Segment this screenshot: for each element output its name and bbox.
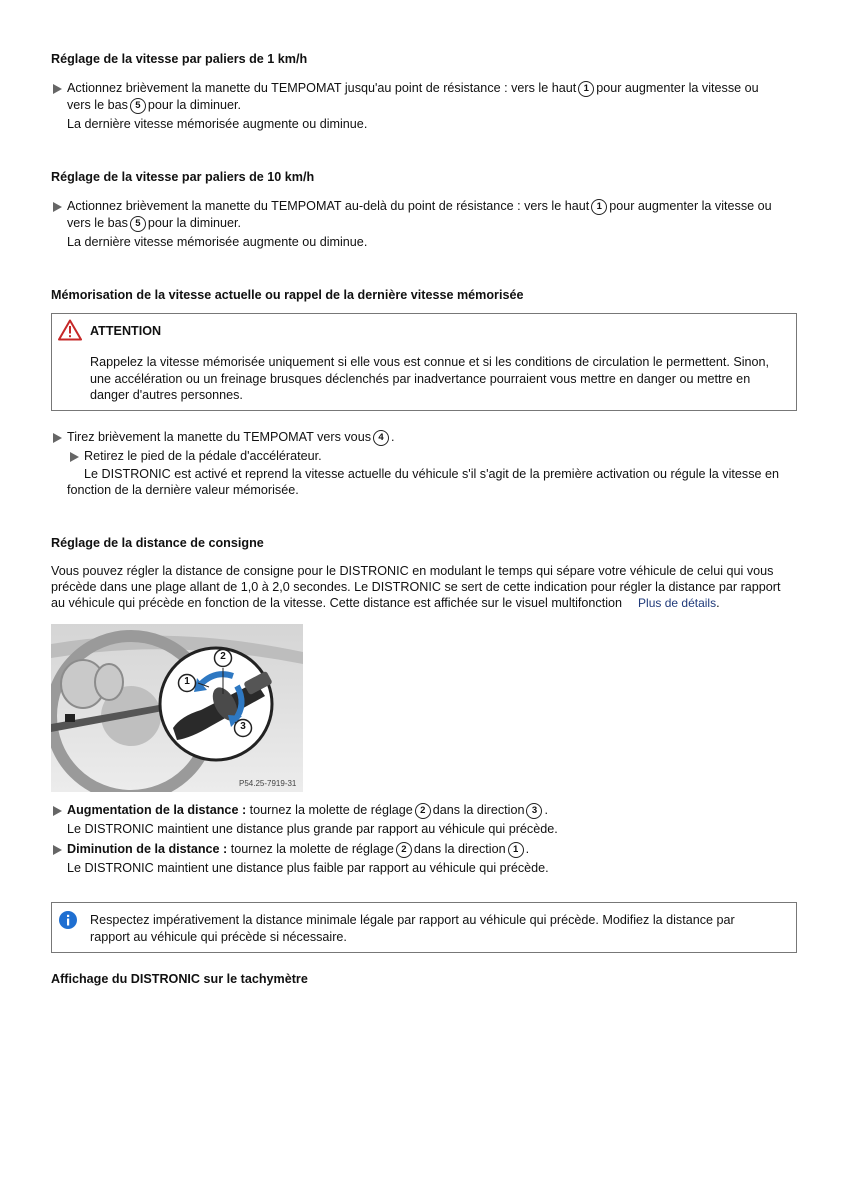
s4-para2: précède dans une plage allant de 1,0 à 2,0 secondes. Le DISTRONIC se sert de cette indication pour régler la distance par rapport — [51, 580, 781, 594]
decrease-distance-line: Diminution de la distance : tournez la molette de réglage 2 dans la direction 1 . — [67, 842, 530, 856]
bullet-arrow-icon — [70, 452, 79, 462]
circled-number-icon: 2 — [396, 842, 412, 858]
increase-distance-line: Augmentation de la distance : tournez la molette de réglage 2 dans la direction 3 . — [67, 803, 548, 817]
bullet-arrow-icon — [53, 845, 62, 855]
warning-line: une accélération ou un freinage brusques déclenchés par inadvertance pourraient vous mettre en danger ou mettre en — [90, 372, 751, 386]
circled-number-icon: 2 — [415, 803, 431, 819]
figure-code: P54.25-7919-31 — [239, 779, 297, 788]
s2-line3: La dernière vitesse mémorisée augmente ou diminue. — [67, 235, 368, 249]
increase-distance-desc: Le DISTRONIC maintient une distance plus grande par rapport au véhicule qui précède. — [67, 822, 558, 836]
circled-number-icon: 1 — [591, 199, 607, 215]
s2-line1: Actionnez brièvement la manette du TEMPOMAT au-delà du point de résistance : vers le haut 1 pour augmenter la vitesse ou — [67, 199, 772, 213]
circled-number-icon: 1 — [578, 81, 594, 97]
s3-para2: fonction de la dernière valeur mémorisée. — [67, 483, 299, 497]
s2-line2: vers le bas 5 pour la diminuer. — [67, 216, 242, 230]
s1-line2: vers le bas 5 pour la diminuer. — [67, 98, 242, 112]
steering-wheel-illustration — [51, 624, 303, 792]
bullet-arrow-icon — [53, 433, 62, 443]
info-box — [51, 902, 797, 953]
s1-line1: Actionnez brièvement la manette du TEMPOMAT jusqu'au point de résistance : vers le haut 1 pour augmenter la vitesse ou — [67, 81, 759, 95]
bullet-arrow-icon — [53, 806, 62, 816]
decrease-distance-desc: Le DISTRONIC maintient une distance plus faible par rapport au véhicule qui précède. — [67, 861, 549, 875]
warning-triangle-icon — [58, 319, 82, 341]
bullet-arrow-icon — [53, 84, 62, 94]
bullet-arrow-icon — [53, 202, 62, 212]
s4-para1: Vous pouvez régler la distance de consigne pour le DISTRONIC en modulant le temps qui sépare votre véhicule de celui qui vous — [51, 564, 774, 578]
warning-box — [51, 313, 797, 411]
circled-number-icon: 3 — [526, 803, 542, 819]
circled-number-icon: 4 — [373, 430, 389, 446]
section-title-distance: Réglage de la distance de consigne — [51, 536, 264, 550]
section-title-10kmh: Réglage de la vitesse par paliers de 10 km/h — [51, 170, 315, 184]
info-line: Respectez impérativement la distance minimale légale par rapport au véhicule qui précède. Modifiez la distance par — [90, 913, 735, 927]
s3-bullet2: Retirez le pied de la pédale d'accélérateur. — [84, 449, 322, 463]
s3-bullet1: Tirez brièvement la manette du TEMPOMAT vers vous 4 . — [67, 430, 395, 444]
info-line: rapport au véhicule qui précède si nécessaire. — [90, 930, 347, 944]
warning-title: ATTENTION — [90, 324, 162, 338]
more-details-link[interactable]: Plus de détails — [638, 596, 717, 610]
s1-line3: La dernière vitesse mémorisée augmente ou diminue. — [67, 117, 368, 131]
circled-number-icon: 5 — [130, 216, 146, 232]
figure-callout-1: 1 — [184, 676, 190, 687]
distronic-lever-figure — [51, 624, 303, 792]
figure-callout-3: 3 — [240, 721, 246, 732]
section-title-memorisation: Mémorisation de la vitesse actuelle ou rappel de la dernière vitesse mémorisée — [51, 288, 524, 302]
s3-para1: Le DISTRONIC est activé et reprend la vitesse actuelle du véhicule s'il s'agit de la première activation ou régule la vitesse en — [84, 467, 780, 481]
warning-line: Rappelez la vitesse mémorisée uniquement si elle vous est connue et si les conditions de circulation le permettent. Sinon, — [90, 355, 770, 369]
section-title-affichage: Affichage du DISTRONIC sur le tachymètre — [51, 972, 308, 986]
figure-callout-2: 2 — [220, 651, 226, 662]
warning-line: danger d'autres personnes. — [90, 388, 243, 402]
circled-number-icon: 1 — [508, 842, 524, 858]
circled-number-icon: 5 — [130, 98, 146, 114]
section-title-1kmh: Réglage de la vitesse par paliers de 1 km/h — [51, 52, 308, 66]
s4-para3: au véhicule qui précède en fonction de la vitesse. Cette distance est affichée sur le visuel multifonction Plus de détails. — [51, 596, 720, 610]
info-icon — [58, 910, 78, 930]
